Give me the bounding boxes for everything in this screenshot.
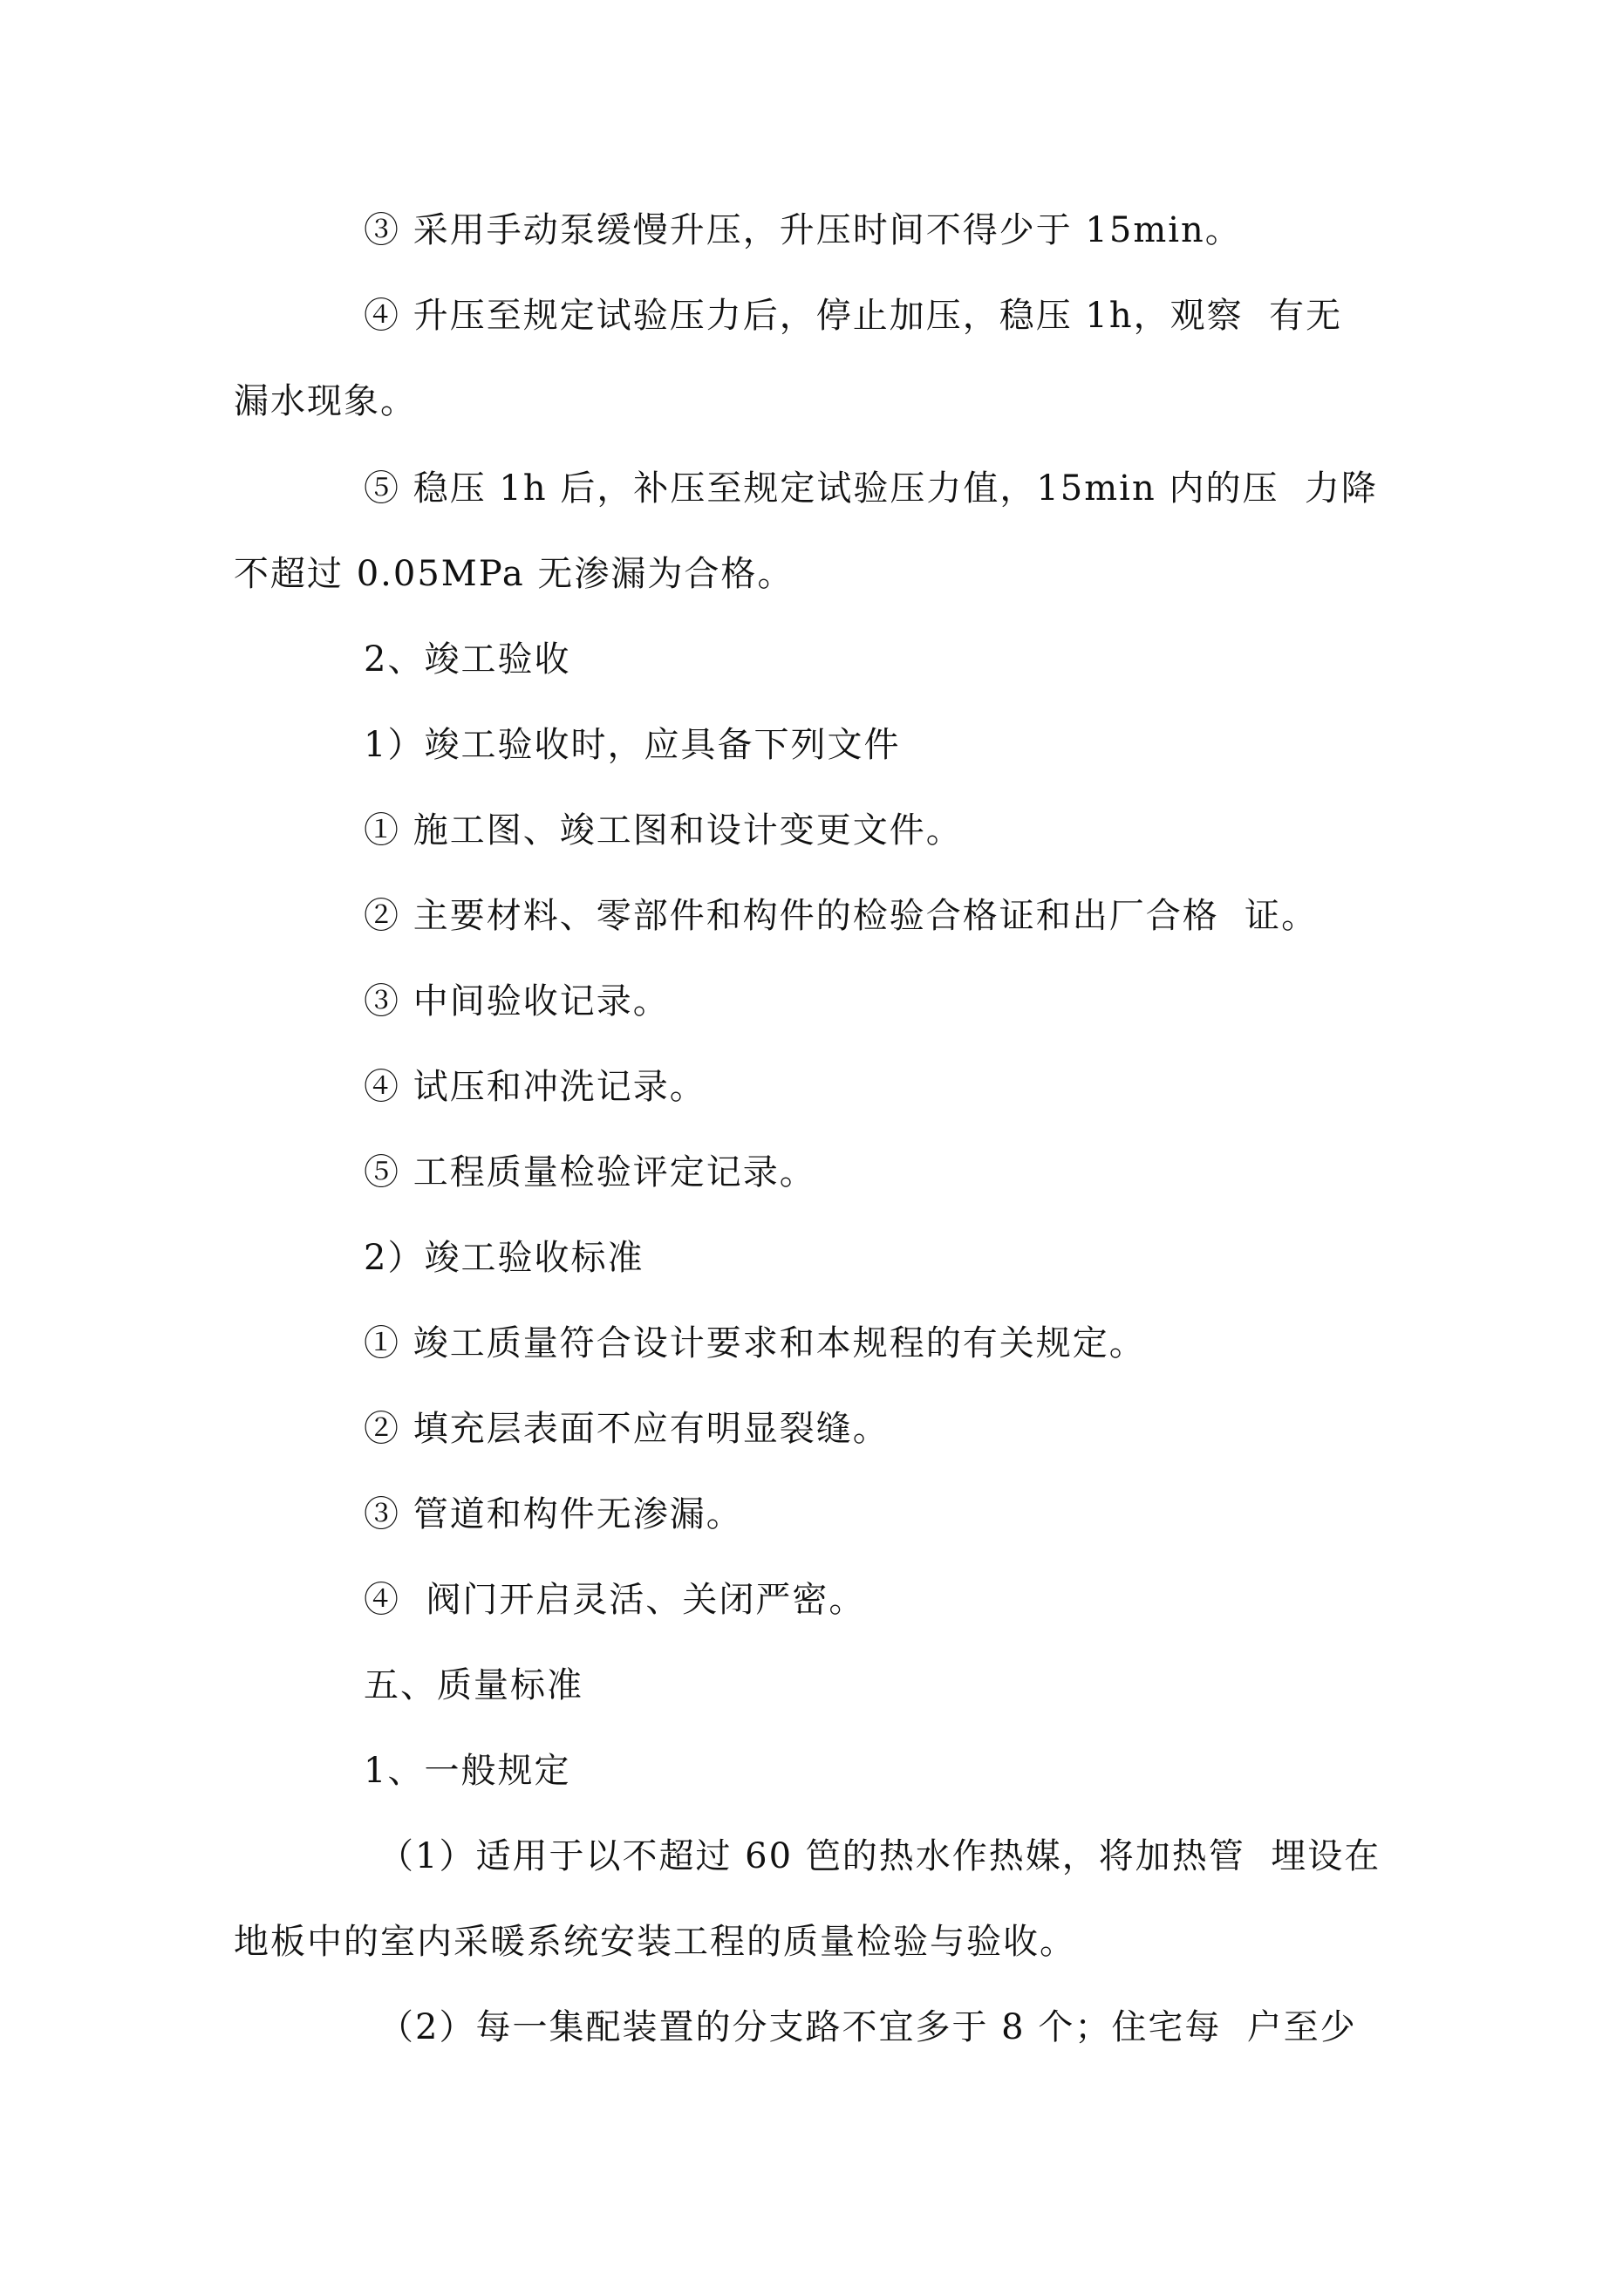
section-heading: 2、竣工验收	[364, 639, 571, 680]
text-line: （1）适用于以不超过 60 笆的热水作热媒，将加热管 埋设在	[378, 1836, 1381, 1876]
text-line: ④ 升压至规定试验压力后，停止加压，稳压 1h，观察 有无	[364, 296, 1343, 336]
list-item: ② 填充层表面不应有明显裂缝。	[364, 1409, 890, 1449]
list-item: ① 竣工质量符合设计要求和本规程的有关规定。	[364, 1323, 1146, 1363]
list-item: ③ 中间验收记录。	[364, 981, 670, 1022]
text-line: ⑤ 稳压 1h 后，补压至规定试验压力值，15min 内的压 力降	[364, 468, 1378, 509]
text-line: （2）每一集配装置的分支路不宜多于 8 个；住宅每 户至少	[378, 2007, 1357, 2047]
text-line: 不超过 0.05MPa 无渗漏为合格。	[234, 554, 794, 594]
section-heading: 1、一般规定	[364, 1751, 571, 1791]
text-line: 漏水现象。	[234, 381, 417, 421]
text-line: ③ 采用手动泵缓慢升压，升压时间不得少于 15min。	[364, 210, 1242, 250]
list-item: ④ 阀门开启灵活、关闭严密。	[364, 1580, 866, 1620]
list-item: ③ 管道和构件无渗漏。	[364, 1494, 743, 1534]
section-heading: 五、质量标准	[364, 1665, 583, 1705]
list-item: ④ 试压和冲洗记录。	[364, 1067, 706, 1107]
text-line: 1）竣工验收时，应具备下列文件	[364, 725, 901, 765]
list-item: ① 施工图、竣工图和设计变更文件。	[364, 810, 963, 851]
text-line: 2）竣工验收标准	[364, 1238, 644, 1278]
list-item: ② 主要材料、零部件和构件的检验合格证和出厂合格 证。	[364, 896, 1319, 936]
text-line: 地板中的室内采暖系统安装工程的质量检验与验收。	[234, 1922, 1076, 1962]
list-item: ⑤ 工程质量检验评定记录。	[364, 1152, 816, 1192]
